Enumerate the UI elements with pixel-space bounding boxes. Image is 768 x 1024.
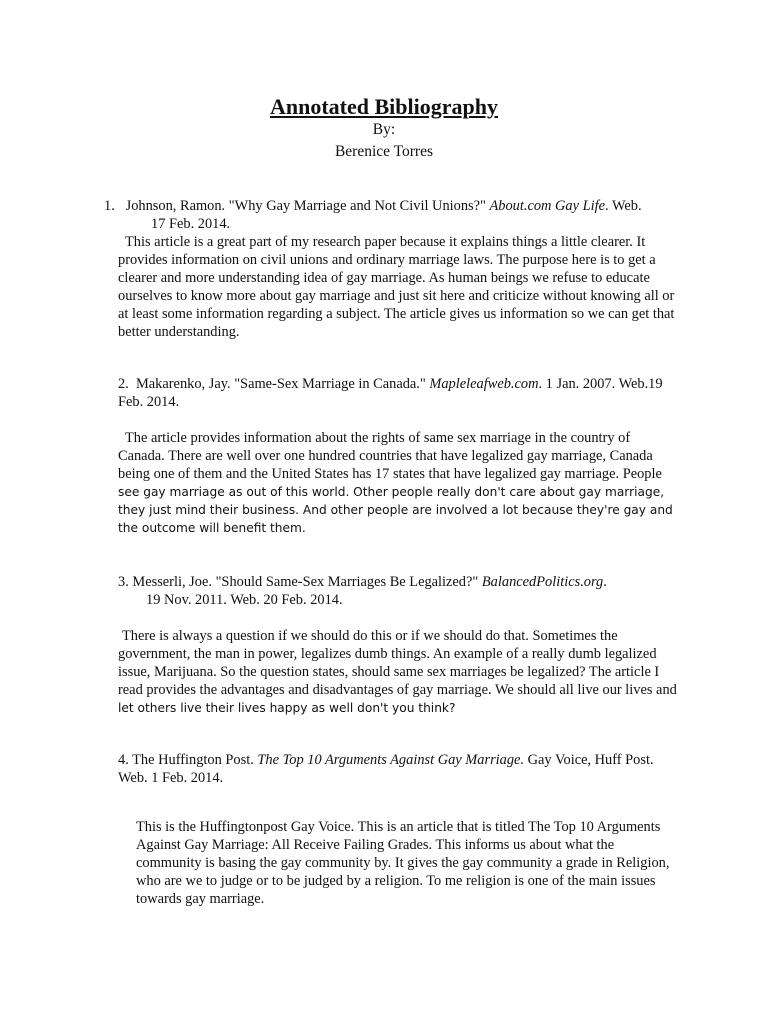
entry-source: Mapleleafweb.com xyxy=(429,376,539,392)
entry-source: The Top 10 Arguments Against Gay Marriage. xyxy=(257,752,525,768)
annotation-text: This article is a great part of my research paper because it explains things a little clearer. It provides information on civil unions and ordinary marriage laws. The purpose here is to get a clearer and more understanding idea of gay marriage. As human beings we refuse to educate ourselves to know more about gay marriage and just sit here and criticize without knowing all or at least some information regarding a subject. The article gives us information so we can get that better understanding. xyxy=(118,234,675,340)
entry-date: Feb. 2014. xyxy=(118,394,180,410)
entry-4 xyxy=(118,751,678,787)
entry-date-line xyxy=(118,591,678,609)
annotation-text: This is the Huffingtonpost Gay Voice. This is an article that is titled The Top 10 Arguments Against Gay Marriage: All Receive Failing Grades. This informs us about what the community is basing the gay community by. It gives the gay community a grade in Religion, who are we to judge or to be judged by a religion. To me religion is one of the main issues towards gay marriage. xyxy=(136,819,670,907)
entry-2-citation xyxy=(118,375,678,411)
entry-2-annotation xyxy=(118,429,678,537)
document-title: Annotated Bibliography xyxy=(270,94,498,119)
entry-article-title: "Same-Sex Marriage in Canada." xyxy=(234,376,426,392)
entry-article-title: "Should Same-Sex Marriages Be Legalized?" xyxy=(215,574,479,590)
entry-date: 19 Nov. 2011. Web. 20 Feb. 2014. xyxy=(146,592,343,608)
entry-after-source: . Web. xyxy=(605,198,642,214)
entry-number: 3. xyxy=(118,574,129,590)
entry-after-source: . 1 Jan. 2007. Web.19 xyxy=(538,376,663,392)
entry-3 xyxy=(118,573,678,609)
annotation-text: There is always a question if we should do this or if we should do that. Sometimes the government, the man in power, legalizes dumb things. An example of a really dumb legalized issue, Marijuana. So the question states, should same sex marriages be legalized? The article I read provides the advantages and disadvantages of gay marriage. We should all live our lives and xyxy=(118,628,677,698)
annotation-text: The article provides information about the rights of same sex marriage in the country of Canada. There are well over one hundred countries that have legalized gay marriage, Canada being one of them and the United States has 17 states that have legalized gay marriage. People xyxy=(118,430,662,482)
entry-2 xyxy=(118,375,678,411)
entry-4-citation xyxy=(118,751,678,787)
entry-3-citation xyxy=(118,573,678,591)
entry-after-source: Gay Voice, Huff Post. xyxy=(527,752,654,768)
annotation-text-sans: see gay marriage as out of this world. Other people really don't care about gay marriage, they just mind their business. And other people are involved a lot because they're gay and the outcome will benefit them. xyxy=(118,485,673,535)
entry-author: Messerli, Joe. xyxy=(132,574,212,590)
entry-1 xyxy=(100,197,678,233)
entry-author: Johnson, Ramon. xyxy=(125,198,226,214)
by-label: By: xyxy=(372,121,396,138)
entry-1-annotation xyxy=(118,233,678,341)
entry-number: 4. xyxy=(118,752,129,768)
entry-number: 2. xyxy=(118,376,129,392)
entry-date: 17 Feb. 2014. xyxy=(151,216,231,232)
entry-4-annotation xyxy=(136,818,678,908)
entry-source: About.com Gay Life xyxy=(489,198,606,214)
entry-1-citation xyxy=(100,197,678,215)
entry-source: BalancedPolitics.org xyxy=(481,574,604,590)
entry-article-title: "Why Gay Marriage and Not Civil Unions?" xyxy=(228,198,486,214)
entry-number: 1. xyxy=(104,198,115,214)
entry-date-line xyxy=(100,215,678,233)
author-name: Berenice Torres xyxy=(334,143,434,160)
entry-after-source: . xyxy=(603,574,607,590)
annotation-text-sans: let others live their lives happy as well don't you think? xyxy=(118,701,456,715)
entry-3-annotation xyxy=(118,627,678,717)
entry-author: The Huffington Post. xyxy=(132,752,254,768)
entry-date: Web. 1 Feb. 2014. xyxy=(118,770,224,786)
entry-author: Makarenko, Jay. xyxy=(136,376,231,392)
